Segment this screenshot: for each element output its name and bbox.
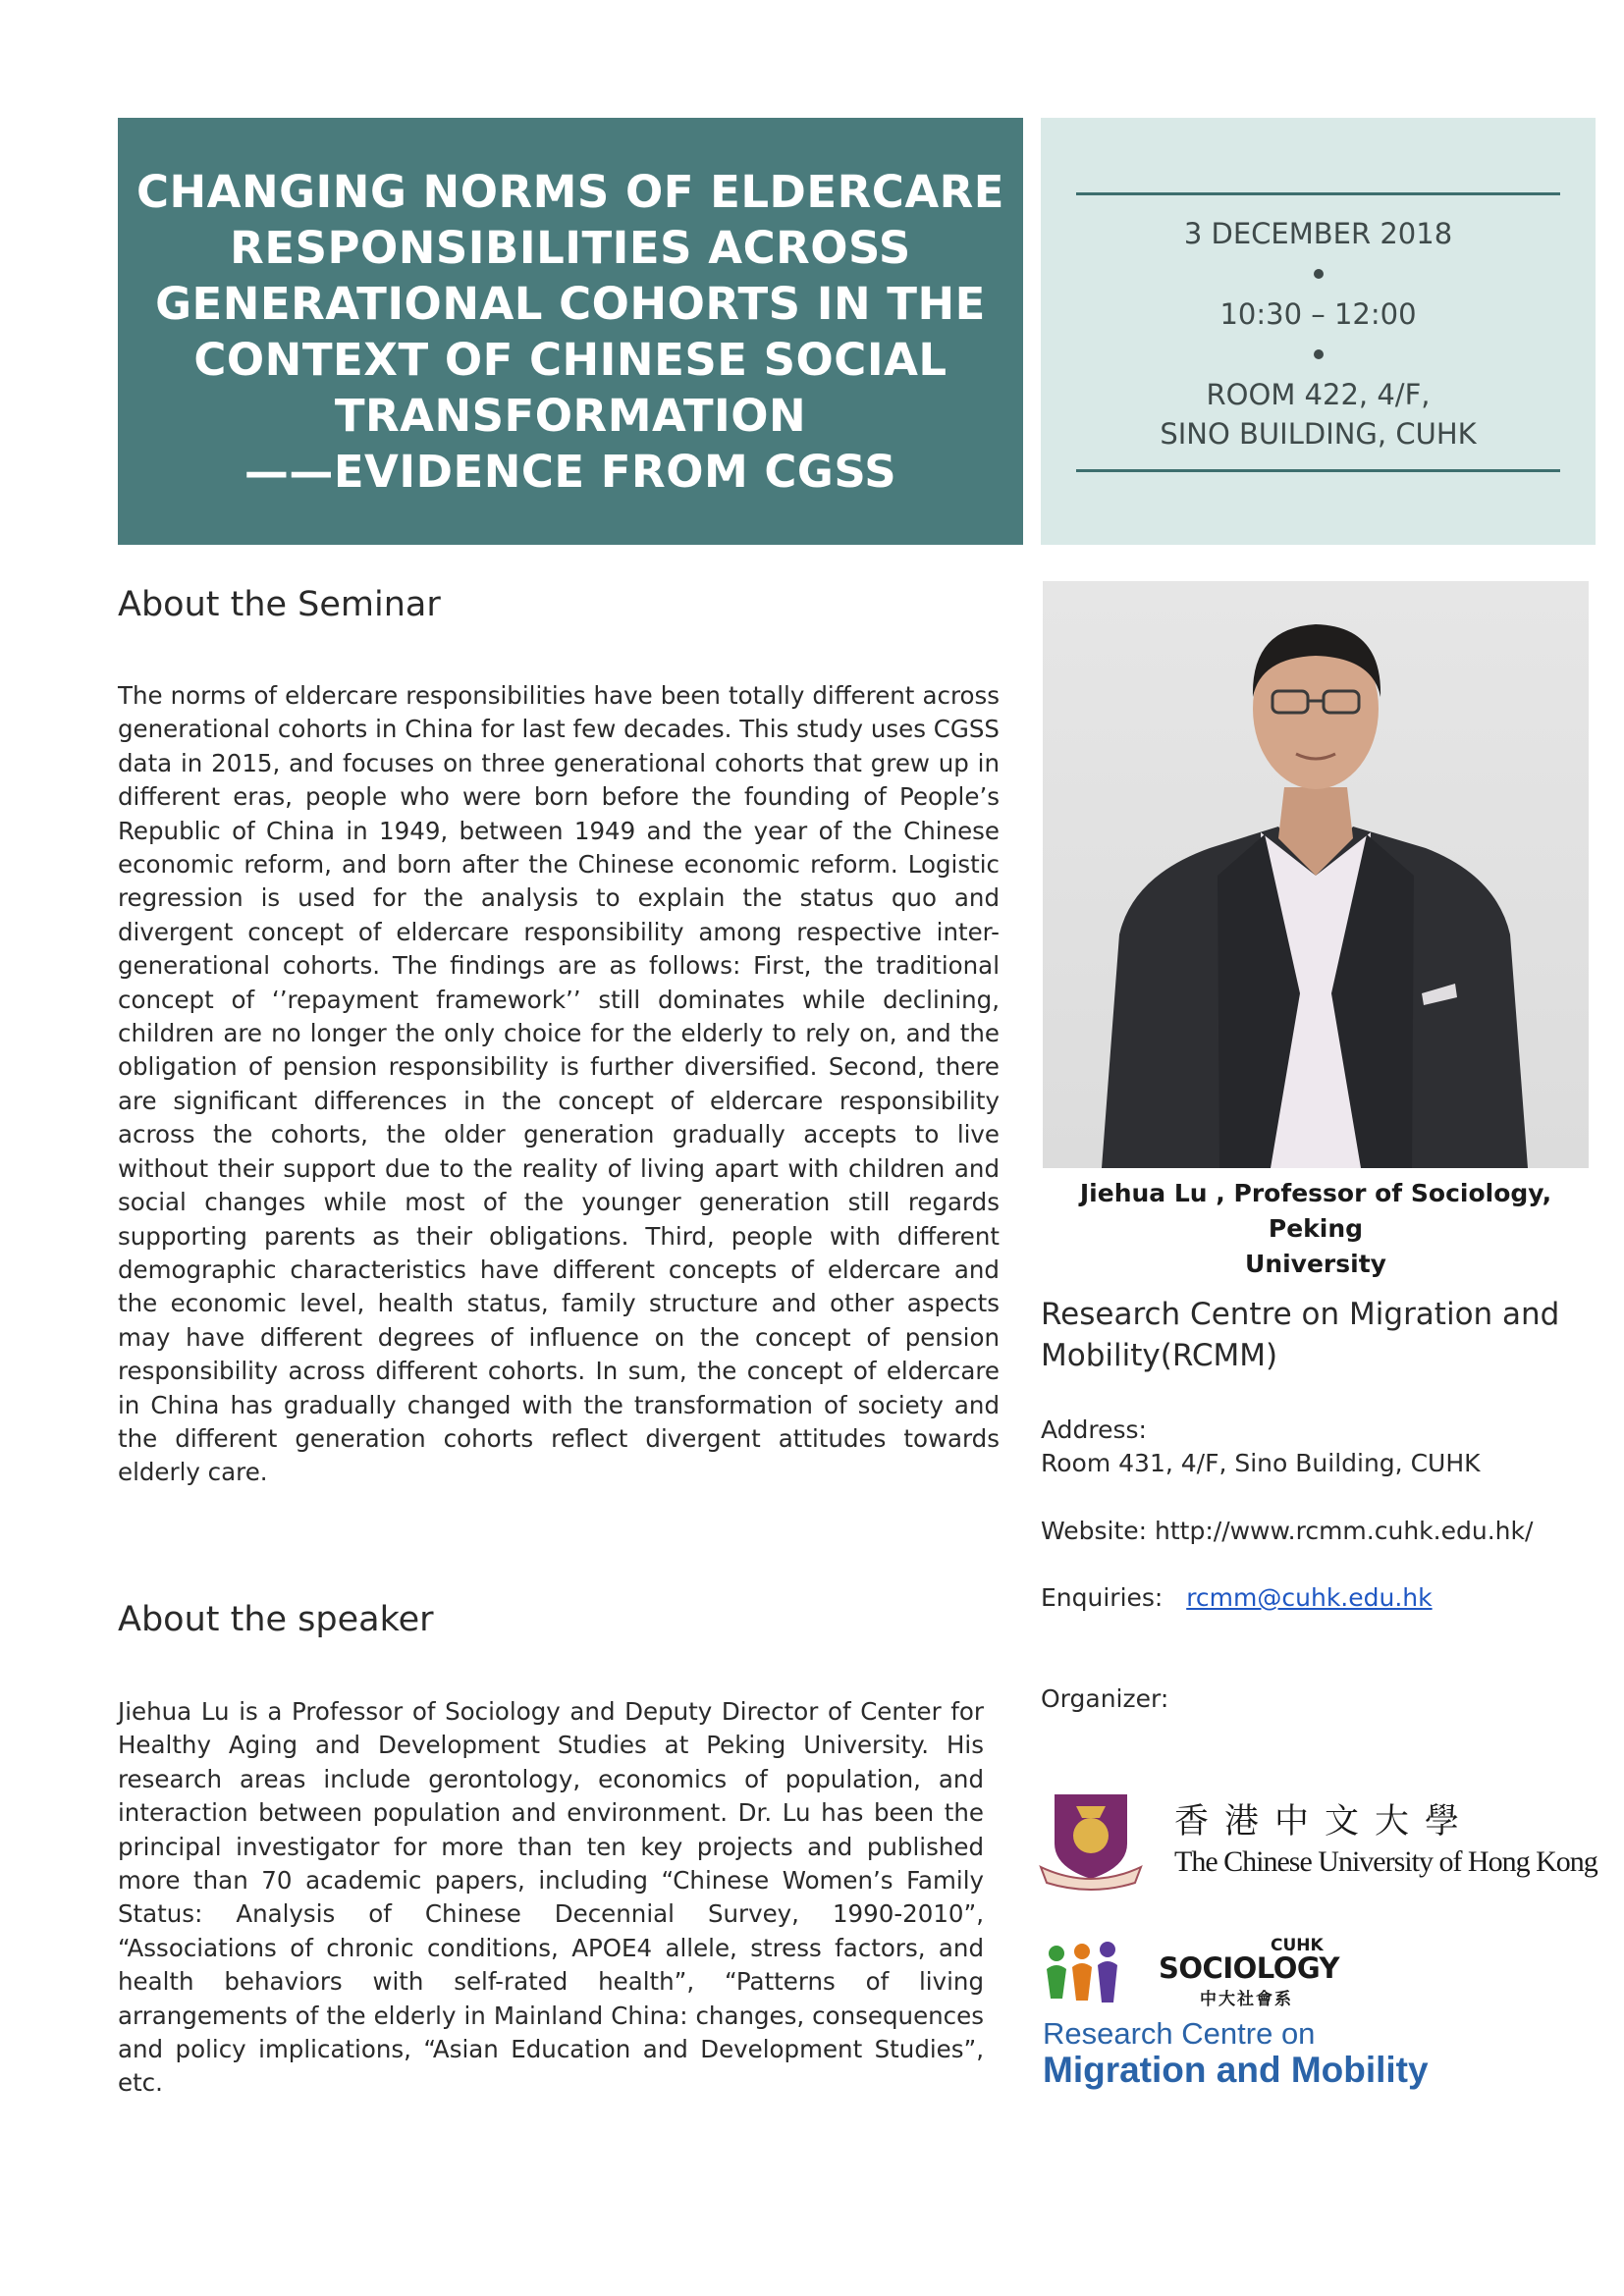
- cuhk-crest-icon: [1037, 1789, 1145, 1891]
- rcmm-logo: [1043, 1936, 1593, 2103]
- speaker-caption-line2: University: [1245, 1250, 1386, 1278]
- speaker-caption-line1: Jiehua Lu , Professor of Sociology, Peking: [1079, 1179, 1552, 1243]
- cuhk-logo: [1037, 1789, 1597, 1891]
- event-venue-line1: ROOM 422, 4/F,: [1206, 378, 1431, 411]
- centre-name: [1041, 1294, 1559, 1376]
- sociology-wordmark: SOCIOLOGY: [1159, 1951, 1340, 1985]
- speaker-bio: Jiehua Lu is a Professor of Sociology and Deputy Director of Center for Healthy Aging and Development Studies at Peking University. His research areas include gerontology, economics of population, and interaction between population and environment. Dr. Lu has been the principal investigator for more than ten key projects and published more than 70 academic papers, including “Chinese Women’s Family Status: Analysis of Chinese Decennial Survey, 1990-2010”, “Associations of chronic conditions, APOE4 allele, stress factors, and health behaviors with self-rated health”, “Patterns of living arrangements of the elderly in Mainland China: changes, consequences and policy implications, “Asian Education and Development Studies”, etc.: [118, 1697, 984, 2098]
- email-link[interactable]: rcmm@cuhk.edu.hk: [1186, 1583, 1433, 1612]
- bullet-icon: [1314, 349, 1324, 359]
- address-block: [1041, 1414, 1481, 1480]
- rcmm-line1: Research Centre on: [1043, 2016, 1316, 2051]
- info-bottom-rule: [1076, 469, 1560, 472]
- sociology-chinese: 中大社會系: [1200, 1990, 1293, 2009]
- event-info-panel: [1041, 118, 1596, 545]
- event-date: 3 DECEMBER 2018: [1183, 217, 1453, 250]
- title-banner: [118, 118, 1023, 545]
- organizer-label: Organizer:: [1041, 1684, 1169, 1713]
- rcmm-line2: Migration and Mobility: [1043, 2050, 1429, 2090]
- cuhk-english-name: The Chinese University of Hong Kong: [1174, 1845, 1597, 1878]
- address-label: Address:: [1041, 1415, 1147, 1444]
- speaker-photo: [1043, 581, 1589, 1168]
- bullet-icon: [1314, 269, 1324, 279]
- enquiries-row: [1041, 1581, 1433, 1615]
- seminar-title: CHANGING NORMS OF ELDERCARE RESPONSIBILITIES ACROSS GENERATIONAL COHORTS IN THE CONTEXT OF CHINESE SOCIAL TRANSFORMATION ——EVIDENCE FROM CGSS: [135, 165, 1005, 498]
- website-text: Website: http://www.rcmm.cuhk.edu.hk/: [1041, 1517, 1534, 1545]
- cuhk-chinese-name: 香港中文大學: [1174, 1802, 1476, 1842]
- event-venue-line2: SINO BUILDING, CUHK: [1160, 417, 1477, 451]
- soc-cuhk-label: CUHK: [1271, 1936, 1324, 1955]
- speaker-portrait-illustration: [1043, 581, 1589, 1168]
- centre-name-line2: Mobility(RCMM): [1041, 1338, 1278, 1373]
- centre-name-line1: Research Centre on Migration and: [1041, 1297, 1560, 1332]
- event-time: 10:30 – 12:00: [1219, 297, 1417, 331]
- info-top-rule: [1076, 192, 1560, 195]
- speaker-heading: About the speaker: [118, 1600, 434, 1639]
- address-value: Room 431, 4/F, Sino Building, CUHK: [1041, 1449, 1481, 1477]
- seminar-abstract: The norms of eldercare responsibilities have been totally different across generational cohorts in China for last few decades. This study uses CGSS data in 2015, and focuses on three generational cohorts that grew up in different eras, people who were born before the founding of People’s Republic of China in 1949, between 1949 and the year of the Chinese economic reform, and born after the Chinese economic reform. Logistic regression is used for the analysis to explain the status quo and divergent concept of eldercare responsibility among respective inter-generational cohorts. The findings are as follows: First, the traditional concept of ‘’repayment framework’’ still dominates while declining, children are no longer the only choice for the elderly to rely on, and the obligation of pension responsibility is further diversified. Second, there are significant differences in the concept of eldercare responsibility across the cohorts, the older generation gradually accepts to live without their support due to the reality of living apart with children and social changes while most of the younger generation still regards supporting parents as their obligations. Third, people with different demographic characteristics have different concepts of eldercare and the economic level, health status, family structure and other aspects may have different degrees of influence on the concept of pension responsibility across different cohorts. In sum, the concept of eldercare in China has gradually changed with the transformation of society and the different generation cohorts reflect divergent attitudes towards elderly care.: [118, 681, 1000, 1487]
- seminar-heading: About the Seminar: [118, 585, 441, 624]
- people-figures-icon: [1043, 1940, 1127, 2010]
- enquiries-label: Enquiries:: [1041, 1583, 1164, 1612]
- speaker-caption: [1043, 1176, 1589, 1282]
